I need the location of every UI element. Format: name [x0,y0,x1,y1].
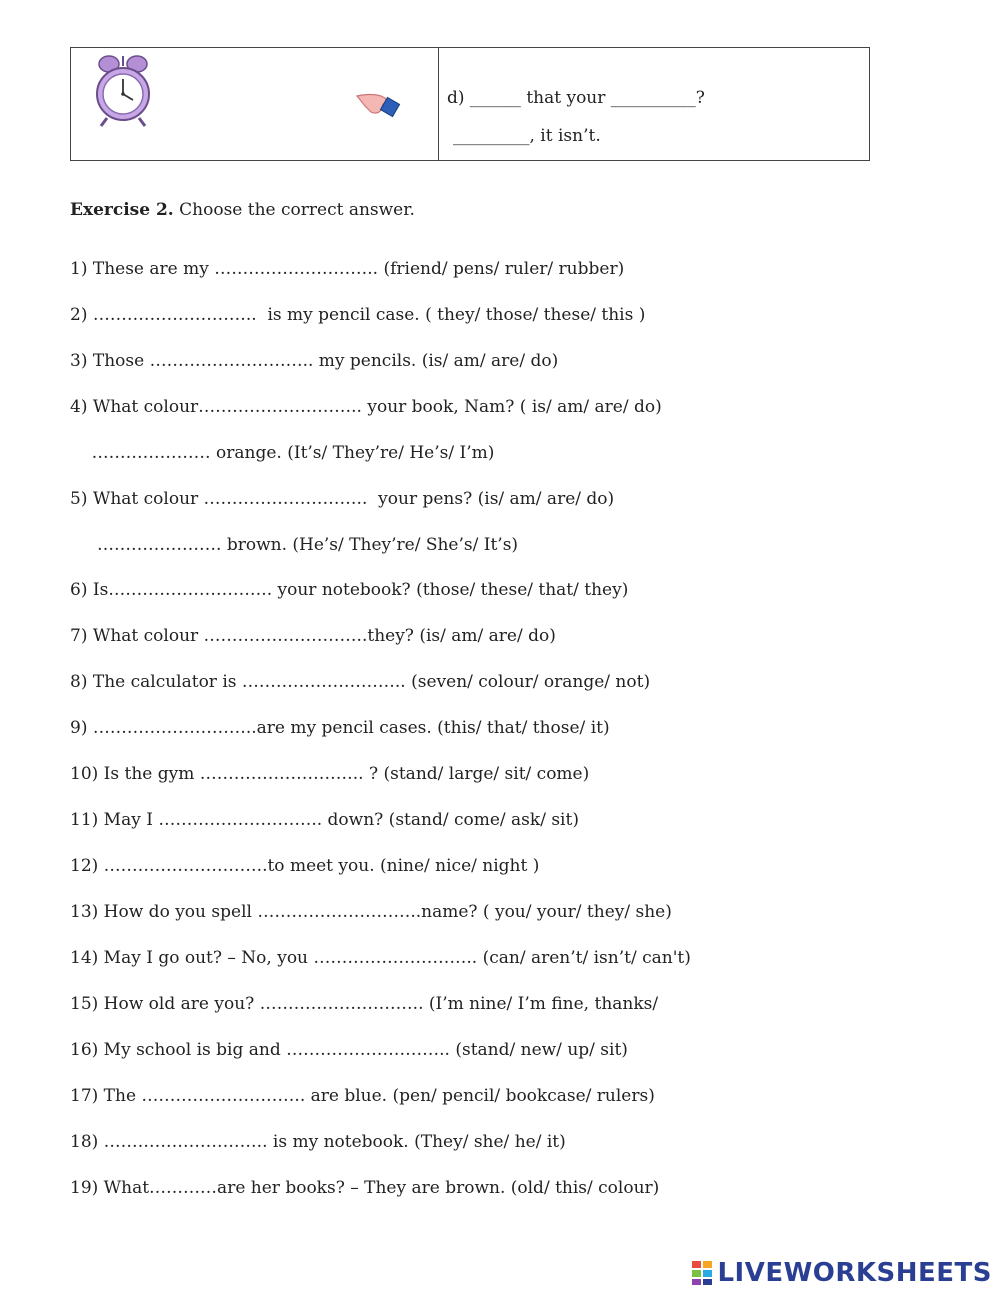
question-item: 4) What colour……………………….. your book, Nam? ( is/ am/ are/ do) [70,397,662,417]
question-item: ………………… orange. (It’s/ They’re/ He’s/ I’m) [70,443,495,463]
liveworksheets-logo[interactable] [691,1258,992,1288]
question-item: 15) How old are you? ……………………….. (I’m nine/ I’m fine, thanks/ [70,994,659,1014]
answer-d-text: _________, it isn’t. [453,126,601,146]
alarm-clock-icon [93,52,153,130]
question-item: 5) What colour ……………………….. your pens? (is/ am/ are/ do) [70,489,615,509]
question-item: 14) May I go out? – No, you ……………………….. (can/ aren’t/ isn’t/ can't) [70,948,691,968]
exercise-instruction: Choose the correct answer. [173,200,415,220]
question-item: 12) ………………………..to meet you. (nine/ nice/ night ) [70,856,540,876]
picture-cell [71,48,439,160]
question-item: 7) What colour ………………………..they? (is/ am/ are/ do) [70,626,556,646]
question-item: 9) ………………………..are my pencil cases. (this/ that/ those/ it) [70,718,610,738]
question-item: 17) The ……………………….. are blue. (pen/ pencil/ bookcase/ rulers) [70,1086,655,1106]
question-item: 6) Is……………………….. your notebook? (those/ these/ that/ they) [70,580,629,600]
question-d-text: d) ______ that your __________? [447,88,705,108]
exercise-title [70,200,415,220]
question-item: 19) What…………are her books? – They are brown. (old/ this/ colour) [70,1178,660,1198]
logo-mark-icon [691,1260,713,1286]
question-item: 13) How do you spell ………………………..name? ( you/ your/ they/ she) [70,902,672,922]
answer-cell [439,48,869,160]
exercise-label: Exercise 2. [70,200,174,220]
question-item: 16) My school is big and ……………………….. (stand/ new/ up/ sit) [70,1040,628,1060]
question-item: …………………. brown. (He’s/ They’re/ She’s/ It’s) [70,535,519,555]
question-item: 3) Those ……………………….. my pencils. (is/ am/ are/ do) [70,351,559,371]
question-item: 8) The calculator is ……………………….. (seven/ colour/ orange/ not) [70,672,651,692]
pointing-hand-icon [355,88,401,120]
exercise-1-table-row [70,47,870,161]
question-item: 1) These are my ……………………….. (friend/ pens/ ruler/ rubber) [70,259,625,279]
question-item: 2) ……………………….. is my pencil case. ( they/ those/ these/ this ) [70,305,646,325]
question-item: 10) Is the gym ……………………….. ? (stand/ large/ sit/ come) [70,764,590,784]
question-item: 18) ……………………….. is my notebook. (They/ she/ he/ it) [70,1132,566,1152]
question-item: 11) May I ……………………….. down? (stand/ come/ ask/ sit) [70,810,579,830]
logo-text: LIVEWORKSHEETS [717,1258,992,1288]
